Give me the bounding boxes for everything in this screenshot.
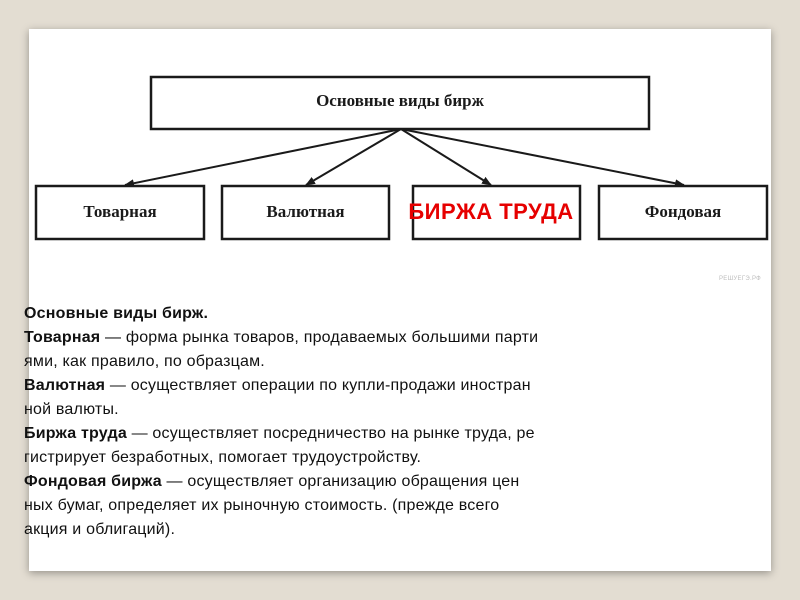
heading-text: Основные виды бирж. [24,305,209,322]
arrow-to-tovarnaya [125,129,401,185]
definition-line: акция и облигаций). [24,521,176,538]
diagram-lines [29,29,771,299]
item-tovarnaya [24,326,759,350]
arrow-to-valyutnaya [306,129,401,185]
item-valyutnaya-cont [24,398,759,422]
watermark: РЕШУЕГЭ.РФ [719,276,762,282]
definition-line: — осуществляет посредничество на рынке труда, ре [126,425,535,442]
term: Товарная [24,329,101,346]
definition-line: ями, как правило, по образцам. [24,353,265,370]
description-text [24,302,759,542]
term: Валютная [24,377,106,394]
definition-line: — форма рынка товаров, продаваемых большими парти [100,329,539,346]
definition-line: — осуществляет операции по купли-продажи иностран [105,377,531,394]
item-fondovaya [24,470,759,494]
term: Фондовая биржа [24,473,162,490]
item-fondovaya-cont2 [24,518,759,542]
definition-line: ной валюты. [24,401,119,418]
term: Биржа труда [24,425,127,442]
definition-line: ных бумаг, определяет их рыночную стоимость. (прежде всего [24,497,500,514]
child-label-tovarnaya: Товарная [83,202,157,221]
child-label-valyutnaya: Валютная [266,202,345,221]
item-valyutnaya [24,374,759,398]
item-birzha-truda-cont [24,446,759,470]
item-fondovaya-cont [24,494,759,518]
definition-line: гистрирует безработных, помогает трудоустройству. [24,449,422,466]
item-tovarnaya-cont [24,350,759,374]
slide [24,29,771,571]
arrow-to-fondovaya [401,129,684,185]
overlay-label-birzha-truda: БИРЖА ТРУДА [408,199,574,224]
description-heading [24,302,759,326]
child-label-fondovaya: Фондовая [644,202,722,221]
definition-line: — осуществляет организацию обращения цен [161,473,520,490]
root-label: Основные виды бирж [316,91,484,110]
item-birzha-truda [24,422,759,446]
exchange-types-diagram [29,29,771,299]
